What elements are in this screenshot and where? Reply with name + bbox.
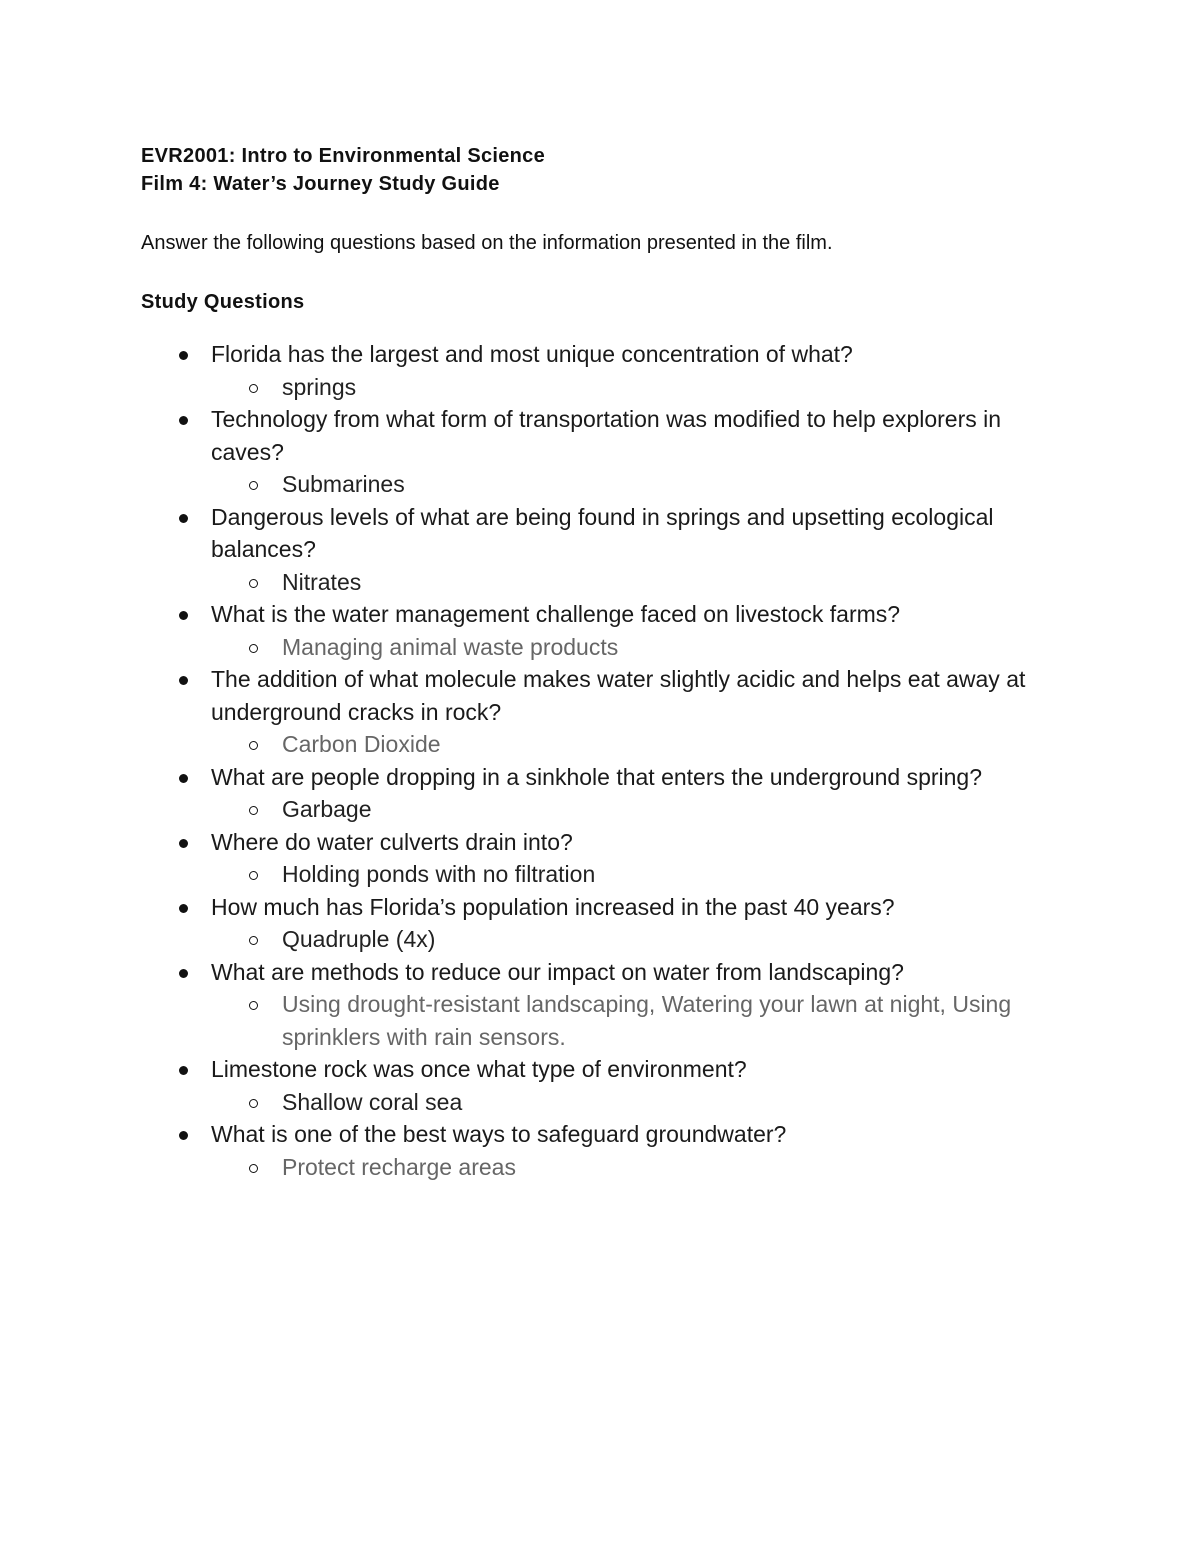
answer-list [211,988,1061,1053]
hollow-bullet-icon [249,1099,258,1108]
hollow-bullet-icon [249,871,258,880]
question-item [141,761,1061,826]
question-list [141,338,1061,1183]
answer-text: Nitrates [282,568,362,595]
answer-item [211,923,1061,956]
question-item [141,1118,1061,1183]
answer-text: Carbon Dioxide [282,731,441,757]
question-text: Limestone rock was once what type of environment? [211,1056,747,1082]
answer-list [211,793,1061,826]
answer-list [211,923,1061,956]
document-content [141,142,1061,1183]
answer-list [211,566,1061,599]
question-text: What are people dropping in a sinkhole that enters the underground spring? [211,763,983,790]
question-item [141,826,1061,891]
question-text: Dangerous levels of what are being found in springs and upsetting ecological balances? [211,503,994,562]
answer-text: Shallow coral sea [282,1088,463,1115]
hollow-bullet-icon [249,384,258,393]
question-item [141,403,1061,501]
answer-list [211,858,1061,891]
bullet-icon [179,351,188,360]
bullet-icon [179,514,188,523]
question-text: Technology from what form of transportation was modified to help explorers in caves? [211,406,1002,465]
question-item [141,663,1061,761]
question-item [141,338,1061,403]
bullet-icon [179,1131,188,1140]
answer-item [211,371,1061,404]
answer-item [211,566,1061,599]
question-item [141,501,1061,599]
bullet-icon [179,969,188,978]
answer-item [211,631,1061,664]
answer-text: Quadruple (4x) [282,926,436,952]
question-text: What are methods to reduce our impact on water from landscaping? [211,958,904,985]
hollow-bullet-icon [249,579,258,588]
answer-item [211,988,1061,1053]
section-heading: Study Questions [141,291,305,313]
answer-text: Managing animal waste products [282,633,619,660]
bullet-icon [179,611,188,620]
hollow-bullet-icon [249,644,258,653]
answer-item [211,728,1061,761]
question-text: What is one of the best ways to safeguard groundwater? [211,1121,787,1147]
question-item [141,891,1061,956]
hollow-bullet-icon [249,806,258,815]
answer-text: Submarines [282,471,405,497]
answer-list [211,728,1061,761]
bullet-icon [179,416,188,425]
answer-list [211,1086,1061,1119]
hollow-bullet-icon [249,1164,258,1173]
question-text: How much has Florida’s population increased in the past 40 years? [211,893,895,920]
hollow-bullet-icon [249,1001,258,1010]
answer-list [211,631,1061,664]
answer-text: Garbage [282,796,372,822]
answer-item [211,1086,1061,1119]
course-title: EVR2001: Intro to Environmental Science [141,145,546,167]
answer-list [211,468,1061,501]
answer-item [211,1151,1061,1184]
study-guide-title: Film 4: Water’s Journey Study Guide [141,173,500,195]
question-item [141,1053,1061,1118]
answer-text: Holding ponds with no filtration [282,861,596,887]
instructions-text: Answer the following questions based on the information presented in the film. [141,232,833,254]
hollow-bullet-icon [249,741,258,750]
question-text: The addition of what molecule makes water slightly acidic and helps eat away at underground cracks in rock? [211,666,1026,725]
answer-list [211,371,1061,404]
answer-item [211,793,1061,826]
bullet-icon [179,904,188,913]
hollow-bullet-icon [249,481,258,490]
question-text: Florida has the largest and most unique concentration of what? [211,341,853,367]
question-text: What is the water management challenge faced on livestock farms? [211,601,901,627]
bullet-icon [179,676,188,685]
question-item [141,956,1061,1054]
hollow-bullet-icon [249,936,258,945]
answer-text: springs [282,373,357,400]
answer-item [211,858,1061,891]
bullet-icon [179,839,188,848]
answer-item [211,468,1061,501]
answer-list [211,1151,1061,1184]
answer-text: Using drought-resistant landscaping, Watering your lawn at night, Using sprinklers with rain sensors. [282,991,1012,1050]
bullet-icon [179,1066,188,1075]
question-text: Where do water culverts drain into? [211,828,573,855]
question-item [141,598,1061,663]
bullet-icon [179,774,188,783]
answer-text: Protect recharge areas [282,1153,516,1180]
